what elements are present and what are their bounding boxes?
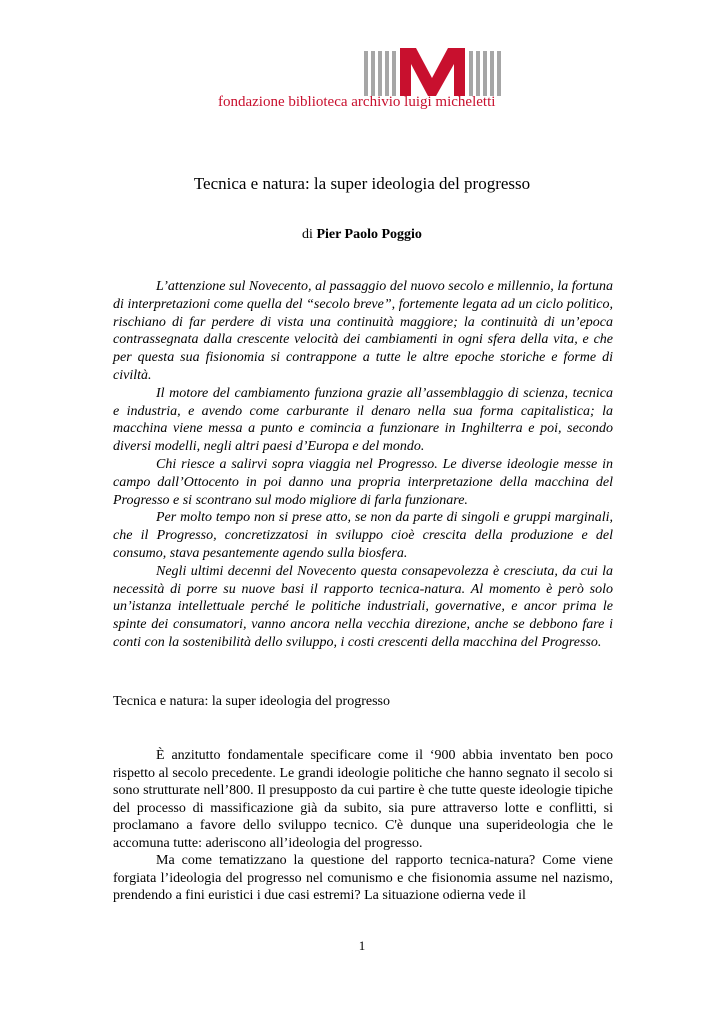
- page-number: 1: [358, 938, 366, 953]
- document-title: Tecnica e natura: la super ideologia del progresso: [193, 174, 531, 193]
- abstract-paragraph: Il motore del cambiamento funziona grazie all’assemblaggio di scienza, tecnica e industria, e avendo come carburante il denaro nella sua forma capitalistica; la macchina viene messa a punto e comincia a funzionare in Inghilterra e poi, secondo diversi modelli, negli altri paesi d’Europa e del mondo.: [113, 385, 613, 455]
- logo-m-letter: [400, 48, 465, 96]
- foundation-logo: [364, 48, 504, 96]
- logo-bar: [385, 51, 389, 96]
- abstract-paragraph: L’attenzione sul Novecento, al passaggio del nuovo secolo e millennio, la fortuna di interpretazioni come quella del “secolo breve”, fortemente legata ad un ciclo politico, rischiano di far perdere di vista una continuità maggiore; la continuità di un’epoca contrassegnata dalla crescente velocità dei cambiamenti in ogni sfera della vita, e che per questa sua fisionomia si contrappone a tutte le altre epoche storiche e forme di civiltà.: [113, 279, 613, 383]
- logo-bar: [469, 51, 473, 96]
- logo-bar: [364, 51, 368, 96]
- body-paragraph: È anzitutto fondamentale specificare come il ‘900 abbia inventato ben poco rispetto al secolo precedente. Le grandi ideologie politiche che hanno segnato il secolo si sono strutturate nell’800. Il presupposto da cui partire è che tutte queste ideologie tipiche del processo di massificazione già da subito, sia pure attraverso lotte e conflitti, si proclamano a favore dello sviluppo tecnico. C'è dunque una superideologia che le accomuna tutte: aderiscono all’ideologia del progresso.: [113, 748, 613, 851]
- abstract-paragraph: Per molto tempo non si prese atto, se non da parte di singoli e gruppi marginali, che il Progresso, concretizzatosi in sviluppo cioè crescita della produzione e del consumo, stava pesantemente agendo sulla biosfera.: [113, 510, 613, 561]
- logo-bar: [490, 51, 494, 96]
- byline: [0, 227, 724, 243]
- section-heading: Tecnica e natura: la super ideologia del progresso: [113, 694, 390, 709]
- abstract: [113, 278, 613, 652]
- abstract-paragraph: Chi riesce a salirvi sopra viaggia nel Progresso. Le diverse ideologie messe in campo dall’Ottocento in poi danno una propria interpretazione della macchina del Progresso e si scontrano sul modo migliore di farla funzionare.: [113, 456, 613, 508]
- logo-bar: [476, 51, 480, 96]
- byline-prefix: di: [302, 227, 313, 242]
- logo-bar: [371, 51, 375, 96]
- body-text: [113, 747, 613, 905]
- logo-bar: [497, 51, 501, 96]
- logo-bar: [378, 51, 382, 96]
- body-paragraph: Ma come tematizzano la questione del rapporto tecnica-natura? Come viene forgiata l’ideologia del progresso nel comunismo e che fisionomia assume nel nazismo, prendendo a fini euristici i due casi estremi? La situazione odierna vede il: [113, 853, 613, 903]
- abstract-paragraph: Negli ultimi decenni del Novecento questa consapevolezza è cresciuta, da cui la necessità di porre su nuove basi il rapporto tecnica-natura. Al momento è però solo un’istanza intellettuale perché le politiche industriali, governative, e ancor prima le spinte dei consumatori, vanno ancora nella vecchia direzione, anche se debbono fare i conti con la sostenibilità dello sviluppo, i costi crescenti della macchina del Progresso.: [113, 563, 613, 650]
- logo-bar: [483, 51, 487, 96]
- author-name: Pier Paolo Poggio: [316, 227, 422, 242]
- foundation-name: fondazione biblioteca archivio luigi micheletti: [218, 94, 496, 110]
- logo-bar: [392, 51, 396, 96]
